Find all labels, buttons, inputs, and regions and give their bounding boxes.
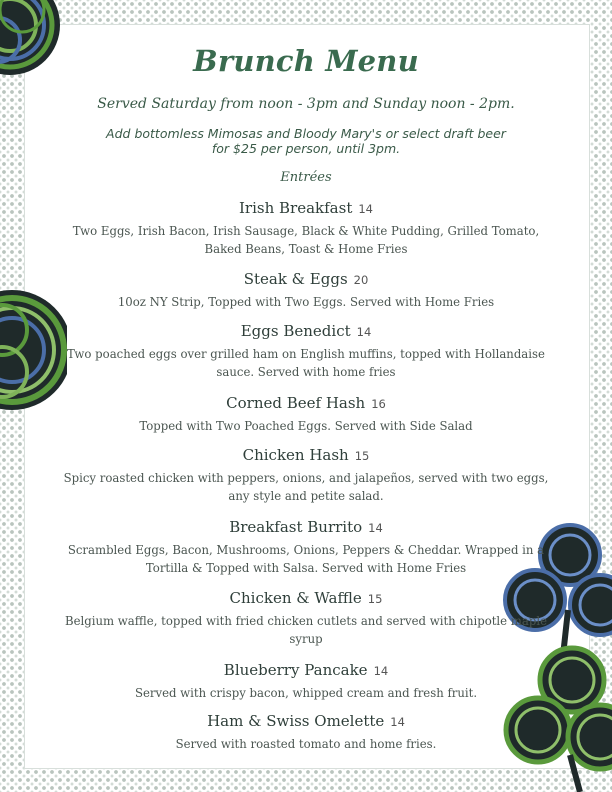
item-description: Two poached eggs over grilled ham on English muffins, topped with Hollandaise sauce. Served with home fries: [67, 347, 545, 379]
item-name: Ham & Swiss Omelette: [207, 712, 385, 730]
item-name: Corned Beef Hash: [226, 394, 366, 412]
menu-item: [56, 269, 556, 311]
item-price: 14: [390, 715, 405, 729]
item-description: Scrambled Eggs, Bacon, Mushrooms, Onions, Peppers & Cheddar. Wrapped in a Tortilla & Topped with Salsa. Served with Home Fries: [67, 543, 545, 575]
menu-item: [56, 711, 556, 753]
promo-line: Add bottomless Mimosas and Bloody Mary's or select draft beer: [106, 126, 506, 141]
item-name: Chicken & Waffle: [229, 589, 362, 607]
promo-text: [0, 126, 612, 156]
service-hours: Served Saturday from noon - 3pm and Sunday noon - 2pm.: [97, 96, 515, 112]
item-name: Breakfast Burrito: [229, 518, 363, 536]
item-description: 10oz NY Strip, Topped with Two Eggs. Served with Home Fries: [117, 295, 495, 309]
menu-item: [56, 321, 556, 381]
promo-line: for $25 per person, until 3pm.: [211, 141, 401, 156]
item-price: 15: [354, 449, 370, 463]
menu-item: [56, 588, 556, 648]
item-price: 14: [368, 521, 383, 535]
item-price: 16: [371, 397, 386, 411]
item-price: 15: [367, 592, 383, 606]
item-name: Steak & Eggs: [243, 270, 348, 288]
item-description: Spicy roasted chicken with peppers, onions, and jalapeños, served with two eggs, any style and petite salad.: [63, 471, 549, 503]
menu-item: [56, 445, 556, 505]
item-name: Irish Breakfast: [239, 199, 353, 217]
item-name: Eggs Benedict: [240, 322, 351, 340]
menu-item: [56, 198, 556, 258]
menu-item: [56, 660, 556, 702]
menu-item: [56, 393, 556, 435]
item-description: Served with roasted tomato and home fries.: [175, 737, 437, 751]
item-description: Topped with Two Poached Eggs. Served with Side Salad: [139, 419, 473, 433]
page-title: Brunch Menu: [193, 44, 419, 78]
item-description: Two Eggs, Irish Bacon, Irish Sausage, Black & White Pudding, Grilled Tomato, Baked Beans, Toast & Home Fries: [72, 224, 540, 256]
item-price: 14: [356, 325, 372, 339]
menu-item: [56, 517, 556, 577]
item-price: 20: [353, 273, 369, 287]
item-description: Belgium waffle, topped with fried chicken cutlets and served with chipotle maple syrup: [64, 614, 547, 646]
item-price: 14: [373, 664, 389, 678]
item-name: Chicken Hash: [242, 446, 349, 464]
section-heading: Entrées: [280, 170, 332, 185]
item-price: 14: [358, 202, 373, 216]
item-description: Served with crispy bacon, whipped cream and fresh fruit.: [134, 686, 478, 700]
item-name: Blueberry Pancake: [223, 661, 368, 679]
